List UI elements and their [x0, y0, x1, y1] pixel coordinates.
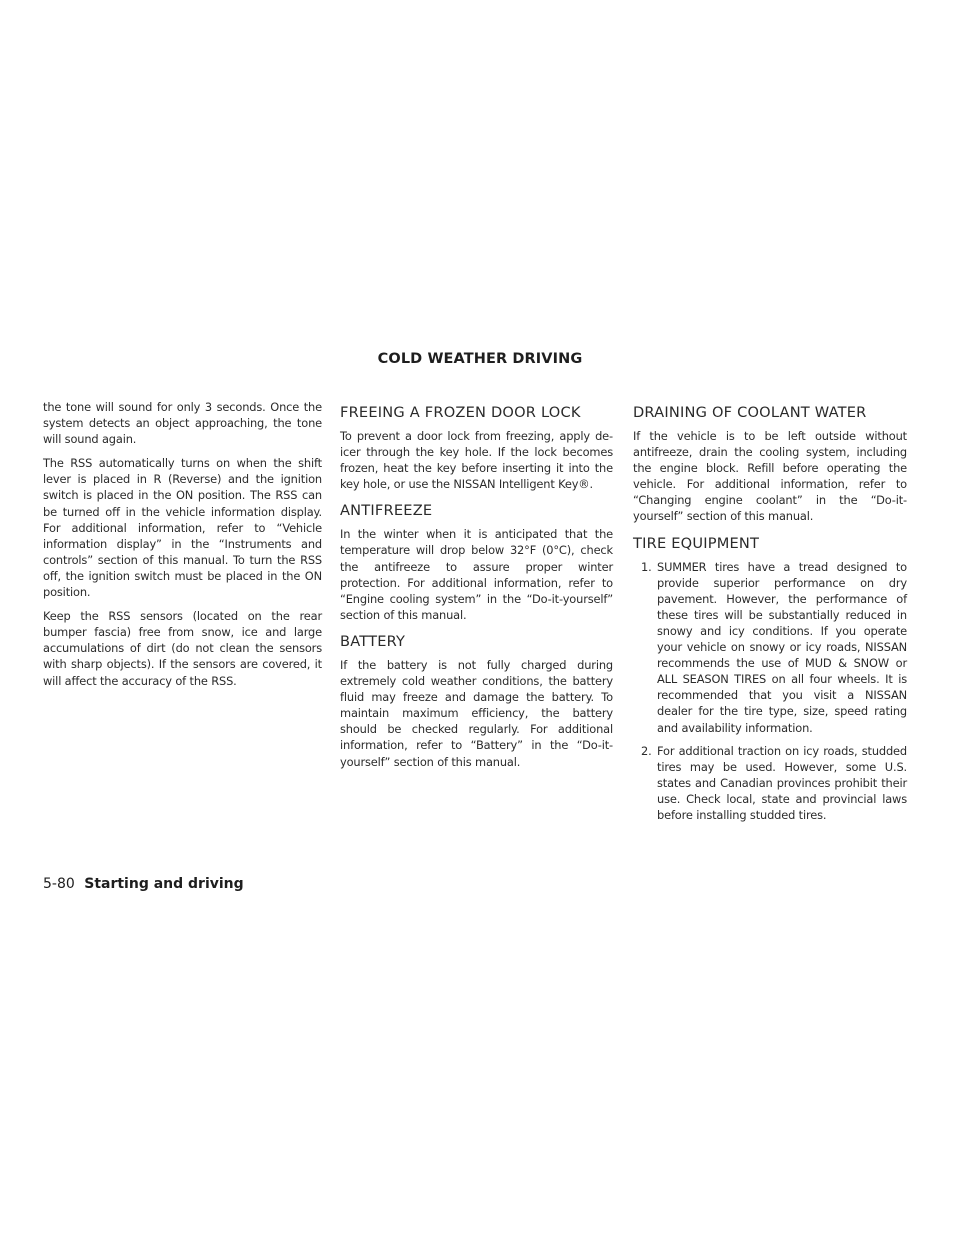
- paragraph-antifreeze: In the winter when it is anticipated that the temperature will drop below 32°F (0°C), check the antifreeze to assure proper winter protection. For additional information, refer to “Engine cooling system” in the “Do-it-yourself” section of this manual.: [340, 527, 613, 622]
- list-item: [633, 743, 907, 823]
- paragraph-rss-tone: the tone will sound for only 3 seconds. Once the system detects an object approaching, the tone will sound again.: [43, 400, 322, 447]
- column-left: [43, 399, 322, 697]
- paragraph-draining-coolant: If the vehicle is to be left outside without antifreeze, drain the cooling system, including the engine block. Refill before operating the vehicle. For additional information, refer to “Changing engine coolant” in the “Do-it-yourself” section of this manual.: [633, 429, 907, 524]
- paragraph-battery: If the battery is not fully charged during extremely cold weather conditions, the battery fluid may freeze and damage the battery. To maintain maximum efficiency, the battery should be checked regularly. For additional information, refer to “Battery” in the “Do-it-yourself” section of this manual.: [340, 657, 613, 769]
- chapter-title: Starting and driving: [84, 876, 244, 892]
- tire-equipment-list: [633, 559, 907, 824]
- column-right: [633, 399, 907, 830]
- list-item-text: SUMMER tires have a tread designed to provide superior performance on dry pavement. However, the performance of these tires will be substantially reduced in snowy and icy conditions. If you operate your vehicle on snowy or icy roads, NISSAN recommends the use of MUD & SNOW or ALL SEASON TIRES on all four wheels. It is recommended that you visit a NISSAN dealer for the tire type, size, speed rating and availability information.: [657, 559, 907, 735]
- heading-battery: BATTERY: [340, 632, 406, 650]
- heading-frozen-door-lock: FREEING A FROZEN DOOR LOCK: [340, 404, 581, 421]
- list-item: [633, 559, 907, 736]
- paragraph-rss-activation: The RSS automatically turns on when the shift lever is placed in R (Reverse) and the ignition switch is placed in the ON position. The RSS can be turned off in the vehicle information display. For additional information, refer to “Vehicle information display” in the “Instruments and controls” section of this manual. To turn the RSS off, the ignition switch must be placed in the ON position.: [43, 456, 322, 600]
- list-item-number: 1.: [641, 559, 652, 574]
- column-middle: [340, 399, 613, 778]
- heading-antifreeze: ANTIFREEZE: [340, 502, 433, 520]
- heading-draining-coolant: DRAINING OF COOLANT WATER: [633, 404, 867, 421]
- page-number: 5-80: [43, 876, 75, 892]
- list-item-text: For additional traction on icy roads, studded tires may be used. However, some U.S. states and Canadian provinces prohibit their use. Check local, state and provincial laws before installing studded tires.: [657, 743, 907, 822]
- list-item-number: 2.: [641, 743, 652, 758]
- paragraph-frozen-door-lock: To prevent a door lock from freezing, apply de-icer through the key hole. If the lock becomes frozen, heat the key before inserting it into the key hole, or use the NISSAN Intelligent Key®.: [340, 429, 613, 492]
- section-title: COLD WEATHER DRIVING: [377, 351, 583, 367]
- page-footer: [43, 876, 244, 892]
- paragraph-rss-sensors: Keep the RSS sensors (located on the rear bumper fascia) free from snow, ice and large accumulations of dirt (do not clean the sensors with sharp objects). If the sensors are covered, it will affect the accuracy of the RSS.: [43, 609, 322, 688]
- heading-tire-equipment: TIRE EQUIPMENT: [633, 534, 760, 552]
